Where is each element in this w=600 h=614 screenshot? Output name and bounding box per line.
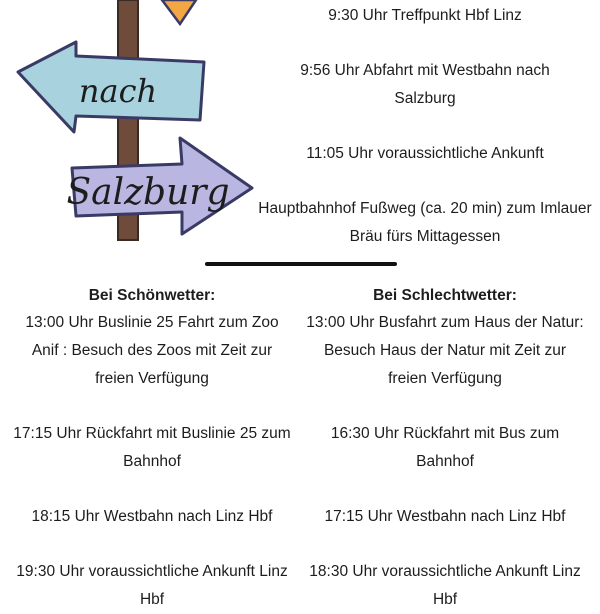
schedule-line: 9:56 Uhr Abfahrt mit Westbahn nach Salzburg	[300, 62, 550, 107]
morning-schedule	[250, 0, 600, 251]
list-item: 18:15 Uhr Westbahn nach Linz Hbf	[31, 508, 273, 525]
sign-word-nach: nach	[78, 72, 158, 110]
good-weather-column	[12, 283, 292, 614]
list-item: 13:00 Uhr Busfahrt zum Haus der Natur: Besuch Haus der Natur mit Zeit zur freien Verfügung	[306, 314, 584, 387]
list-item: 13:00 Uhr Buslinie 25 Fahrt zum Zoo Anif : Besuch des Zoos mit Zeit zur freien Verfügung	[25, 314, 279, 387]
signpost-illustration	[0, 0, 270, 245]
sign-word-salzburg: Salzburg	[66, 172, 230, 213]
list-item: 16:30 Uhr Rückfahrt mit Bus zum Bahnhof	[330, 425, 560, 470]
list-item: 18:30 Uhr voraussichtliche Ankunft Linz Hbf	[309, 563, 581, 608]
schedule-line: 9:30 Uhr Treffpunkt Hbf Linz	[328, 7, 522, 24]
bad-weather-column	[305, 283, 585, 614]
schedule-line: Hauptbahnhof Fußweg (ca. 20 min) zum Imlauer Bräu fürs Mittagessen	[258, 200, 592, 245]
signpost-icon	[0, 0, 270, 245]
top-arrow-tip	[162, 0, 196, 24]
bad-weather-heading: Bei Schlechtwetter:	[373, 287, 517, 304]
section-divider	[205, 262, 397, 266]
list-item: 17:15 Uhr Westbahn nach Linz Hbf	[324, 508, 566, 525]
schedule-line: 11:05 Uhr voraussichtliche Ankunft	[306, 145, 544, 162]
good-weather-heading: Bei Schönwetter:	[88, 287, 216, 304]
list-item: 19:30 Uhr voraussichtliche Ankunft Linz Hbf	[16, 563, 288, 608]
list-item: 17:15 Uhr Rückfahrt mit Buslinie 25 zum Bahnhof	[13, 425, 291, 470]
